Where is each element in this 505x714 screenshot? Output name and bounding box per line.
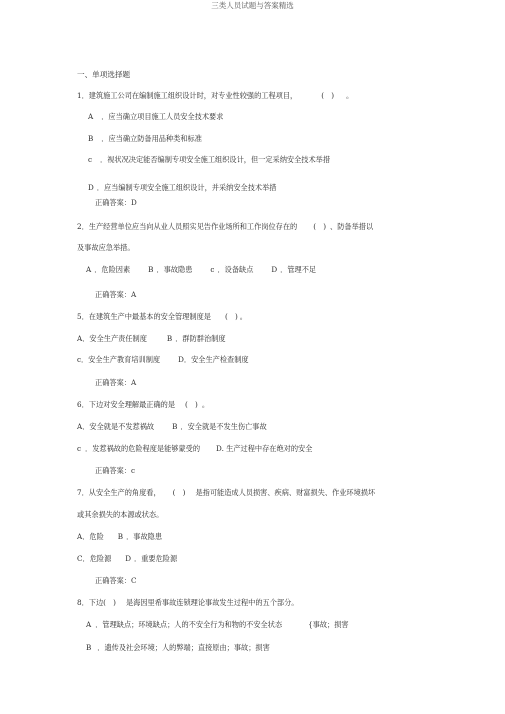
question-1-tail: 。 xyxy=(346,91,354,100)
option-text: . 生产过程中存在绝对的安全 xyxy=(221,444,313,453)
option-letter: B xyxy=(88,134,94,143)
option-letter: B xyxy=(166,334,173,343)
option-text-extra: {事故；损害 xyxy=(308,620,349,629)
question-1-blank: ( ) xyxy=(321,91,334,100)
question-6-answer xyxy=(95,466,135,476)
question-7-tail: 是指可能造成人员损害、疾病、财富损失、作业环境损坏 xyxy=(195,488,376,497)
question-1-text: 1．建筑施工公司在编制施工组织设计时，对专业性较强的工程项目， xyxy=(77,91,298,100)
option-letter: A xyxy=(77,334,83,343)
answer-label: 正确答案： xyxy=(95,466,131,475)
option-letter: D xyxy=(125,554,132,563)
answer-label: 正确答案： xyxy=(95,576,131,585)
option-letter: c xyxy=(210,265,215,274)
question-1-answer xyxy=(95,198,137,208)
option-letter: A xyxy=(77,422,83,431)
question-1-option-a xyxy=(88,112,223,122)
question-2-stem xyxy=(77,222,373,232)
question-6-text: 6．下边对安全理解最正确的是 xyxy=(77,400,176,409)
question-8-option-a xyxy=(86,620,349,630)
question-1-option-d xyxy=(88,183,276,193)
option-text: ．危险 xyxy=(82,532,104,541)
question-7-answer xyxy=(95,576,136,586)
option-text: ．危险源 xyxy=(82,554,112,563)
question-5-answer xyxy=(95,378,136,388)
option-letter: c xyxy=(88,155,93,164)
option-text: ．应当确立防备用品种类和标准 xyxy=(101,134,202,143)
question-6-tail: 。 xyxy=(201,400,210,409)
option-letter: D xyxy=(271,265,278,274)
question-6-blank: ( ) xyxy=(185,400,198,409)
question-7-options-row-2 xyxy=(77,554,177,564)
option-text: ．安全就是不发生伤亡事故 xyxy=(180,422,267,431)
question-1-stem xyxy=(77,91,353,101)
option-letter: A xyxy=(77,532,83,541)
question-2-options xyxy=(86,265,316,275)
option-text: ．群防群治制度 xyxy=(175,334,226,343)
question-5-options-row-2 xyxy=(77,355,249,365)
answer-label: 正确答案： xyxy=(95,290,131,299)
option-letter: B xyxy=(148,265,154,274)
question-7-blank: ( ) xyxy=(172,488,186,497)
option-text: ．事故隐患 xyxy=(156,265,193,274)
section-title: 一、单项选择题 xyxy=(77,70,131,79)
question-2-tail: 、防备举措以 xyxy=(330,222,374,231)
question-5-stem xyxy=(77,312,247,322)
option-text: ．安全生产教育培训制度 xyxy=(81,355,161,364)
option-letter: A xyxy=(88,112,94,121)
answer-value: D xyxy=(130,198,137,207)
question-5-blank: ( ) xyxy=(224,312,238,321)
question-6-options-row-1 xyxy=(77,422,267,432)
option-text: ．管理缺点；环境缺点；人的不安全行为和物的不安全状态 xyxy=(95,620,283,629)
question-8-stem xyxy=(77,598,298,608)
option-text: ．应当编制专项安全施工组织设计，并采纳安全技术举措 xyxy=(96,183,277,192)
question-5-options-row-1 xyxy=(77,334,226,344)
option-text: ．应当确立项目施工人员安全技术要求 xyxy=(101,112,224,121)
question-2-answer xyxy=(95,290,136,300)
option-letter: D xyxy=(178,355,184,364)
answer-label: 正确答案： xyxy=(95,198,131,207)
option-letter: A xyxy=(86,265,92,274)
option-letter: A xyxy=(86,620,92,629)
option-text: ．发惹祸故的危险程度是能够蒙受的 xyxy=(85,444,201,453)
question-8-option-b xyxy=(86,643,270,653)
answer-value: A xyxy=(130,378,137,387)
option-text: ．设备缺点 xyxy=(217,265,254,274)
question-6-stem xyxy=(77,400,209,410)
answer-label: 正确答案： xyxy=(95,378,131,387)
option-text: ．安全生产检查制度 xyxy=(183,355,249,364)
page-header: 三类人员试题与答案精选 xyxy=(211,1,294,10)
question-2-text: 2．生产经营单位应当向从业人员照实见告作业场所和工作岗位存在的 xyxy=(77,222,298,231)
option-text: ．视状况决定能否编制专项安全施工组织设计，但一定采纳安全技术举措 xyxy=(100,155,331,164)
option-letter: B xyxy=(117,532,124,541)
option-letter: c xyxy=(77,444,82,453)
answer-value: A xyxy=(130,290,137,299)
option-text: ．遗传及社会环境；人的弊端；直接原由；事故；损害 xyxy=(97,643,270,652)
option-text: ．事故隐患 xyxy=(126,532,163,541)
option-text: ．管理不足 xyxy=(280,265,317,274)
question-5-text: 5．在建筑生产中最基本的安全管理制度是 xyxy=(77,312,211,321)
question-1-option-c xyxy=(88,155,330,165)
question-7-options-row-1 xyxy=(77,532,162,542)
question-8-tail: 是海因里希事故连锁理论事故发生过程中的五个部分。 xyxy=(125,598,299,607)
option-letter: c xyxy=(77,355,82,364)
question-7-stem xyxy=(77,488,375,498)
question-8-text: 8．下边 xyxy=(77,598,104,607)
answer-value: C xyxy=(130,576,137,585)
option-text: ．危险因素 xyxy=(94,265,131,274)
option-letter: B xyxy=(86,643,92,652)
option-letter: D xyxy=(216,444,222,453)
question-8-blank: ( ) xyxy=(103,598,116,607)
option-text: ．安全就是不发惹祸故 xyxy=(82,422,155,431)
option-letter: C xyxy=(77,554,83,563)
option-text: ．安全生产责任制度 xyxy=(82,334,147,343)
option-text: ．重要危险源 xyxy=(134,554,178,563)
answer-value: c xyxy=(130,466,135,475)
option-letter: D xyxy=(88,183,94,192)
question-7-text: 7．从安全生产的角度看， xyxy=(77,488,161,497)
question-5-tail: 。 xyxy=(239,312,247,321)
question-6-options-row-2 xyxy=(77,444,312,454)
question-2-blank: ( ) xyxy=(313,222,326,231)
question-2-stem-continued: 及事故应急举措。 xyxy=(77,243,135,252)
question-7-stem-continued: 或其余损失的本源或状态。 xyxy=(77,510,164,519)
option-letter: B xyxy=(172,422,178,431)
question-1-option-b xyxy=(88,134,202,144)
